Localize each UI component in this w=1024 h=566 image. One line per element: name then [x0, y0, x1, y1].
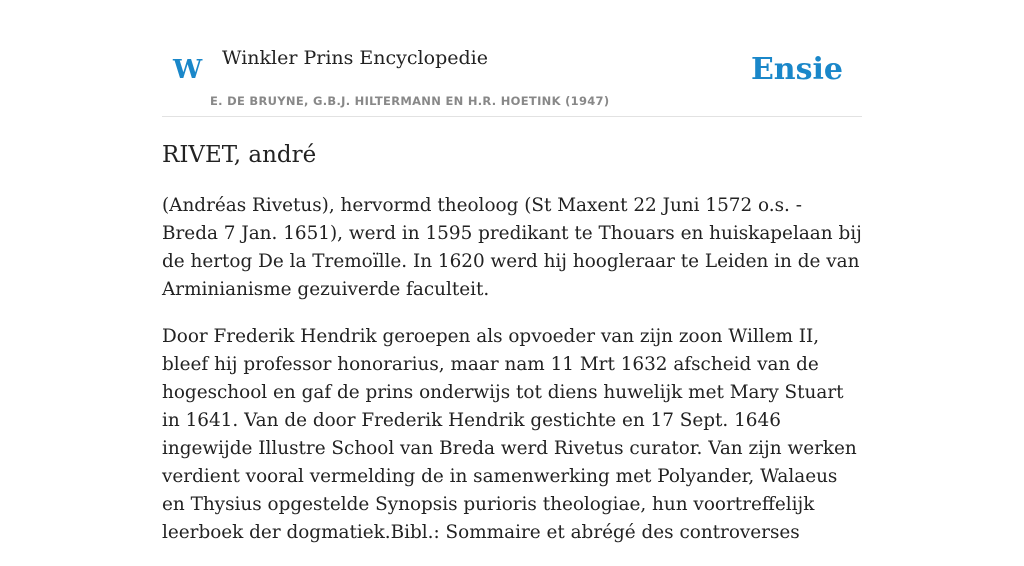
article-paragraph: (Andréas Rivetus), hervormd theoloog (St Maxent 22 Juni 1572 o.s. - Breda 7 Jan. 1651), werd in 1595 predikant te Thouars en huiskapelaan bij de hertog De la Tremoïlle. In 1620 werd hij hoogleraar te Leiden in de van Arminianisme gezuiverde faculteit. [162, 195, 862, 300]
ensie-logo[interactable]: Ensie [750, 52, 843, 87]
article-paragraph: Door Frederik Hendrik geroepen als opvoeder van zijn zoon Willem II, bleef hij professor honorarius, maar nam 11 Mrt 1632 afscheid van de hogeschool en gaf de prins onderwijs tot diens huwelijk met Mary Stuart in 1641. Van de door Frederik Hendrik gestichte en 17 Sept. 1646 ingewijde Illustre School van Breda werd Rivetus curator. Van zijn werken verdient vooral vermelding de in samenwerking met Polyander, Walaeus en Thysius opgestelde Synopsis purioris theologiae, hun voortreffelijk leerboek der dogmatiek.Bibl.: Sommaire et abrégé des controverses [162, 326, 857, 543]
article-body [162, 192, 862, 566]
source-title[interactable]: Winkler Prins Encyclopedie [222, 47, 488, 69]
article-title: RIVET, andré [162, 142, 317, 168]
site-header [162, 0, 862, 117]
winkler-prins-logo-icon[interactable]: W [173, 55, 203, 85]
source-authors: E. DE BRUYNE, G.B.J. HILTERMANN EN H.R. HOETINK (1947) [210, 94, 610, 108]
